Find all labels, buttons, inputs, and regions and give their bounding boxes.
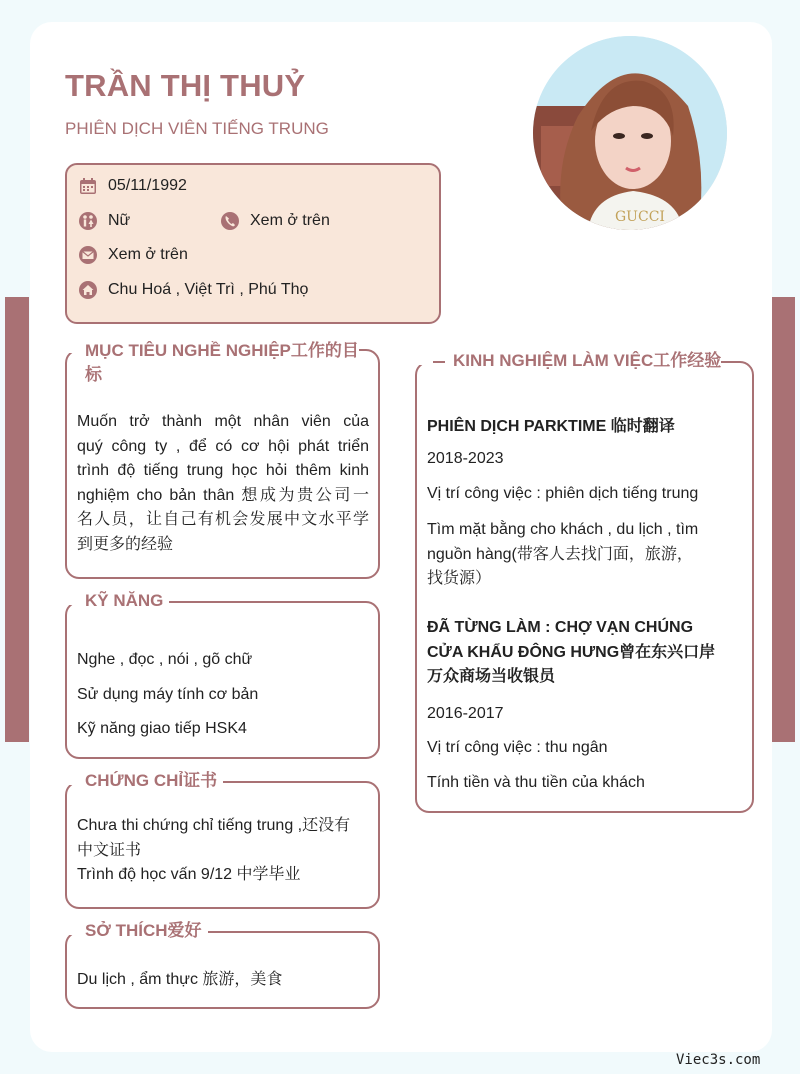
experience-description: Tính tiền và thu tiền của khách <box>427 774 645 791</box>
home-icon <box>78 280 98 300</box>
svg-text:GUCCI: GUCCI <box>615 209 665 225</box>
skill-item: Nghe , đọc , nói , gõ chữ <box>77 651 253 668</box>
experience-title: KINH NGHIỆM LÀM VIỆC工作经验 <box>445 349 721 373</box>
skills-title: KỸ NĂNG <box>77 589 169 613</box>
calendar-icon <box>78 176 98 196</box>
objective-line: Muốn trở thành một nhân viên của <box>77 413 369 430</box>
experience-period: 2016-2017 <box>427 705 504 722</box>
certificate-line: Trình độ học vấn 9/12 中学毕业 <box>77 866 301 883</box>
watermark: Viec3s.com <box>676 1052 761 1068</box>
experience-description <box>427 518 737 592</box>
portrait-photo <box>533 36 727 230</box>
certificates-title: CHỨNG CHỈ证书 <box>77 769 223 793</box>
experience-period: 2018-2023 <box>427 450 504 467</box>
personal-info-box <box>65 163 441 324</box>
description-line: Tìm mặt bằng cho khách , du lịch , tìm <box>427 521 699 538</box>
address-value: Chu Hoá , Việt Trì , Phú Thọ <box>108 281 309 298</box>
objective-line: quý công ty , để có cơ hội phát triển <box>77 437 369 455</box>
email-row <box>78 245 188 265</box>
birthday-value: 05/11/1992 <box>108 177 187 194</box>
phone-value: Xem ở trên <box>250 212 330 229</box>
objective-title <box>77 339 359 387</box>
description-line: 找货源） <box>427 570 492 587</box>
experience-company: PHIÊN DỊCH PARKTIME 临时翻译 <box>427 418 675 435</box>
gender-value: Nữ <box>108 212 131 229</box>
objective-text <box>77 410 369 557</box>
email-value: Xem ở trên <box>108 246 188 263</box>
company-line: CỬA KHẨU ĐÔNG HƯNG曾在东兴口岸 <box>427 643 716 661</box>
skill-item: Kỹ năng giao tiếp HSK4 <box>77 720 247 737</box>
candidate-name: TRẦN THỊ THUỶ <box>65 68 306 103</box>
experience-position: Vị trí công việc : phiên dịch tiếng trung <box>427 485 699 502</box>
objective-line: trình độ tiếng trung học hỏi thêm kinh <box>77 462 369 479</box>
hobbies-title: SỞ THÍCH爱好 <box>77 919 208 943</box>
birthday-row <box>78 176 187 196</box>
right-accent-band <box>771 297 795 742</box>
experience-company <box>427 616 737 690</box>
profile-photo <box>533 36 727 230</box>
certificate-line: 中文证书 <box>77 841 142 859</box>
certificate-line: Chưa thi chứng chỉ tiếng trung ,还没有 <box>77 817 351 834</box>
hobbies-text: Du lịch , ẩm thực 旅游，美食 <box>77 971 283 988</box>
description-line: nguồn hàng(带客人去找门面，旅游， <box>427 545 693 563</box>
gender-icon <box>78 211 98 231</box>
gender-row <box>78 211 130 231</box>
objective-line: 名人员，让自己有机会发展中文水平学 <box>77 511 369 528</box>
certificates-text <box>77 814 372 888</box>
objective-title-line: MỤC TIÊU NGHỀ NGHIỆP工作的目 <box>85 341 359 360</box>
skill-item: Sử dụng máy tính cơ bản <box>77 686 259 703</box>
company-line: ĐÃ TỪNG LÀM : CHỢ VẠN CHÚNG <box>427 619 694 636</box>
job-title: PHIÊN DỊCH VIÊN TIẾNG TRUNG <box>65 119 329 138</box>
objective-title-line: 标 <box>85 363 125 387</box>
left-accent-band <box>5 297 29 742</box>
phone-row <box>220 211 330 231</box>
address-row <box>78 280 308 300</box>
phone-icon <box>220 211 240 231</box>
company-line: 万众商场当收银员 <box>427 668 556 685</box>
email-icon <box>78 245 98 265</box>
experience-position: Vị trí công việc : thu ngân <box>427 739 608 756</box>
objective-line: nghiệm cho bản thân 想成为贵公司一 <box>77 486 369 504</box>
objective-line: 到更多的经验 <box>77 535 174 553</box>
